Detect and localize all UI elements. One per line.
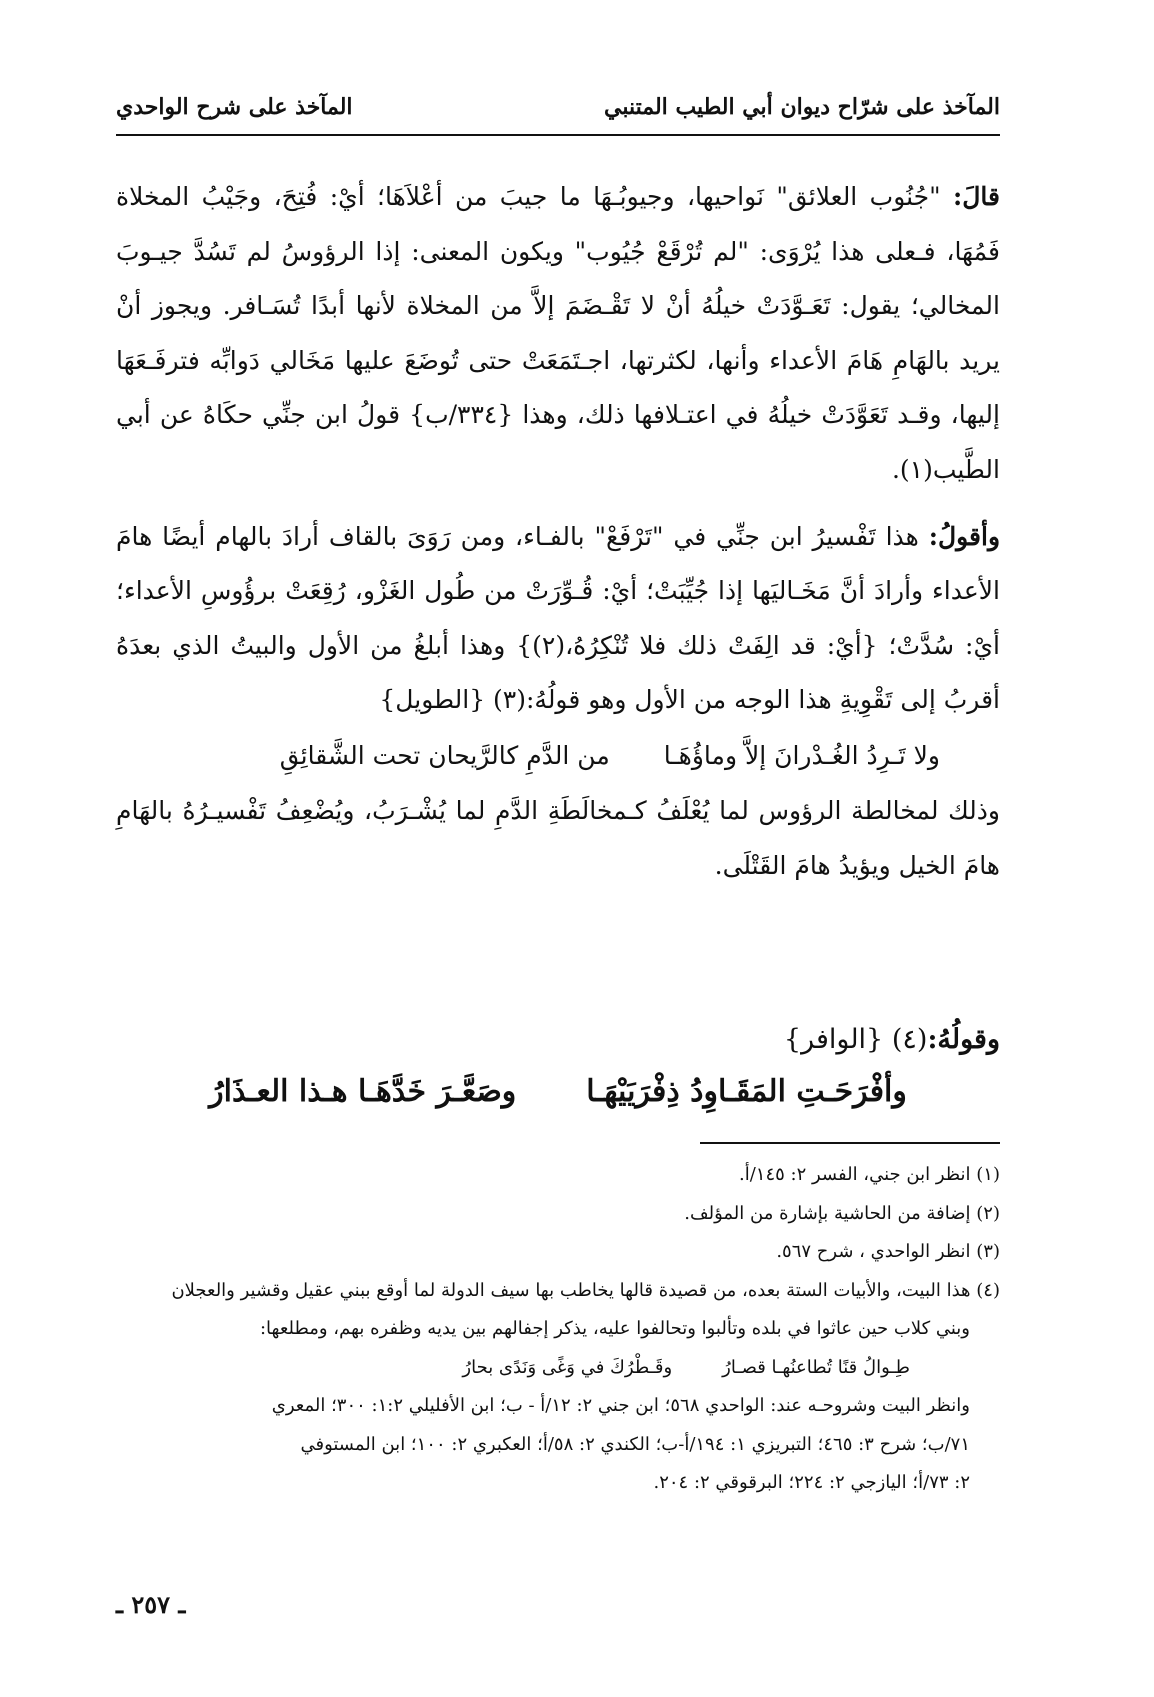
- paragraph-1-lead: قالَ:: [953, 182, 1000, 211]
- footnote-2: (٢) إضافة من الحاشية بإشارة من المؤلف.: [684, 1202, 1000, 1224]
- footnote-divider: [700, 1142, 1000, 1144]
- text-line: جيـوبَ المخالي؛ يقول: تَعَـوَّدَتْ خيلُهُ أنْ لا تَقْـضَمَ إلاَّ من المخلاة لأنها أبدًا تُسَـافر.: [116, 236, 1000, 321]
- text-line: وذلك لمخالطة الرؤوس لما يُعْلَفُ كـمخالَطَةِ الدَّمِ لما يُشْـرَبُ، ويُضْعِفُ تَفْسيـرُهُ بالهَامِ: [116, 795, 1000, 825]
- footnotes: [116, 1156, 1000, 1503]
- text-line: الأعداء؛ أيْ: سُدَّتْ؛ {أيْ: قد الِفَتْ ذلك فلا تُنْكِرُهُ،(٢)} وهذا أبلغُ من الأول والبيتُ: [116, 576, 1000, 660]
- text-line: جنِّي حكَاهُ عن أبي الطَّيب(١).: [116, 400, 1000, 484]
- running-header: [116, 84, 1000, 130]
- paragraph-1: [116, 170, 1000, 498]
- paragraph-2: [116, 510, 1000, 728]
- text-line: الذي بعدَهُ أقربُ إلى تَقْوِيةِ هذا الوجه من الأول وهو قولُهُ:(٣) {الطويل}: [116, 630, 1000, 715]
- verse-hemistich-1: ولا تَـرِدُ الغُـدْرانَ إلاَّ وماؤُهَـا: [663, 740, 940, 770]
- text-line: دَوابِّه فترفَـعَهَا إليها، وقـد تَعَوَّدَتْ خيلُهُ في اعتـلافها ذلك، وهذا {٣٣٤/ب} قولُ ابن: [116, 345, 1000, 430]
- main-verse-hemistich-1: وأفْرَحَـتِ المَقَـاوِدُ ذِفْرَيَيْهَـا: [586, 1074, 907, 1109]
- footnote-4-line: ٢: ٧٣/أ؛ اليازجي ٢: ٢٢٤؛ البرقوقي ٢: ٢٠٤.: [653, 1472, 970, 1493]
- text-line: المخلاة فَمُهَا، فـعلى هذا يُرْوَى: "لم تُرْقَعْ جُيُوب" ويكون المعنى: إذا الرؤوسُ لم تَسُدَّ: [116, 182, 1000, 266]
- main-verse: [116, 1074, 1000, 1109]
- footnote-1: (١) انظر ابن جني، الفسر ٢: ١٤٥/أ.: [739, 1164, 1000, 1185]
- next-entry-heading: [116, 1024, 1000, 1055]
- verse-hemistich-2: من الدَّمِ كالرَّيحان تحت الشَّقائِقِ: [279, 740, 610, 770]
- paragraph-2-lead: وأقولُ:: [928, 521, 1001, 551]
- meter-label: {الوافر}: [783, 1024, 884, 1055]
- footnote-3: (٣) انظر الواحدي ، شرح ٥٦٧.: [776, 1241, 1000, 1262]
- main-text: [116, 170, 1000, 893]
- footnote-4-line: ٧١/ب؛ شرح ٣: ٤٦٥؛ التبريزي ١: ١٩٤/أ-ب؛ الكندي ٢: ٥٨/أ؛ العكبري ٢: ١٠٠؛ ابن المستوفي: [300, 1433, 970, 1455]
- text-line: هامَ الأعداء وأرادَ أنَّ مَخَـاليَها إذا جُيِّبَتْ؛ أيْ: قُـوِّرَتْ من طُول الغَزْو، رُقِعَتْ برؤُوسِ: [116, 521, 1000, 606]
- footnote-verse-hemistich-2: وقَـطْرُكَ في وَغًى وَنَدًى بحارُ: [462, 1356, 673, 1378]
- next-entry-lead: وقولُهُ:: [927, 1024, 1000, 1055]
- footnote-4-line: وانظر البيت وشروحـه عند: الواحدي ٥٦٨؛ ابن جني ٢: ١٢/أ - ب؛ ابن الأفليلي ١:٢: ٣٠٠؛ المعري: [271, 1395, 970, 1416]
- text-line: هامَ الخيل ويؤيدُ هامَ القَتْلَى.: [714, 850, 1000, 880]
- footnote-4-line: (٤) هذا البيت، والأبيات الستة بعده، من قصيدة قالها يخاطب بها سيف الدولة لما أوقع ببني عقيل وقشير والعجلان: [171, 1279, 1000, 1301]
- text-line: "جُنُوب العلائق" نَواحيها، وجيوبُـهَا ما جيبَ من أعْلاَهَا؛ أيْ: فُتِحَ، وجَيْبُ: [201, 182, 941, 211]
- footnote-4-verse: [116, 1349, 1000, 1388]
- footnote-marker: (٤): [891, 1024, 928, 1055]
- paragraph-3: [116, 784, 1000, 893]
- verse-quote: [116, 728, 1000, 784]
- main-verse-hemistich-2: وصَعَّـرَ خَدَّهَـا هـذا العـذَارُ: [209, 1074, 517, 1109]
- text-line: هذا تَفْسيرُ ابن جنِّي في "تَرْفَعْ" بالفـاء، ومن رَوَىَ بالقاف أرادَ بالهام أيضًا: [162, 521, 919, 551]
- header-section-title: المآخذ على شرح الواحدي: [116, 94, 353, 120]
- header-book-title: المآخذ على شرّاح ديوان أبي الطيب المتنبي: [604, 94, 1000, 120]
- page-number: ـ ٢٥٧ ـ: [116, 1590, 186, 1619]
- header-divider: [116, 134, 1000, 136]
- text-line: ويجوز أنْ يريد بالهَامِ هَامَ الأعداء وأنها، لكثرتها، اجـتَمَعَتْ حتى تُوضَعَ عليها مَخَالي: [116, 291, 1000, 375]
- footnote-4-line: وبني كلاب حين عاثوا في بلده وتألبوا وتحالفوا عليه، يذكر إجفالهم بين يديه وظفره بهم، ومطلعها:: [259, 1318, 970, 1339]
- footnote-verse-hemistich-1: طِـوالُ قنًا تُطاعنُهـا قصـارُ: [722, 1356, 910, 1378]
